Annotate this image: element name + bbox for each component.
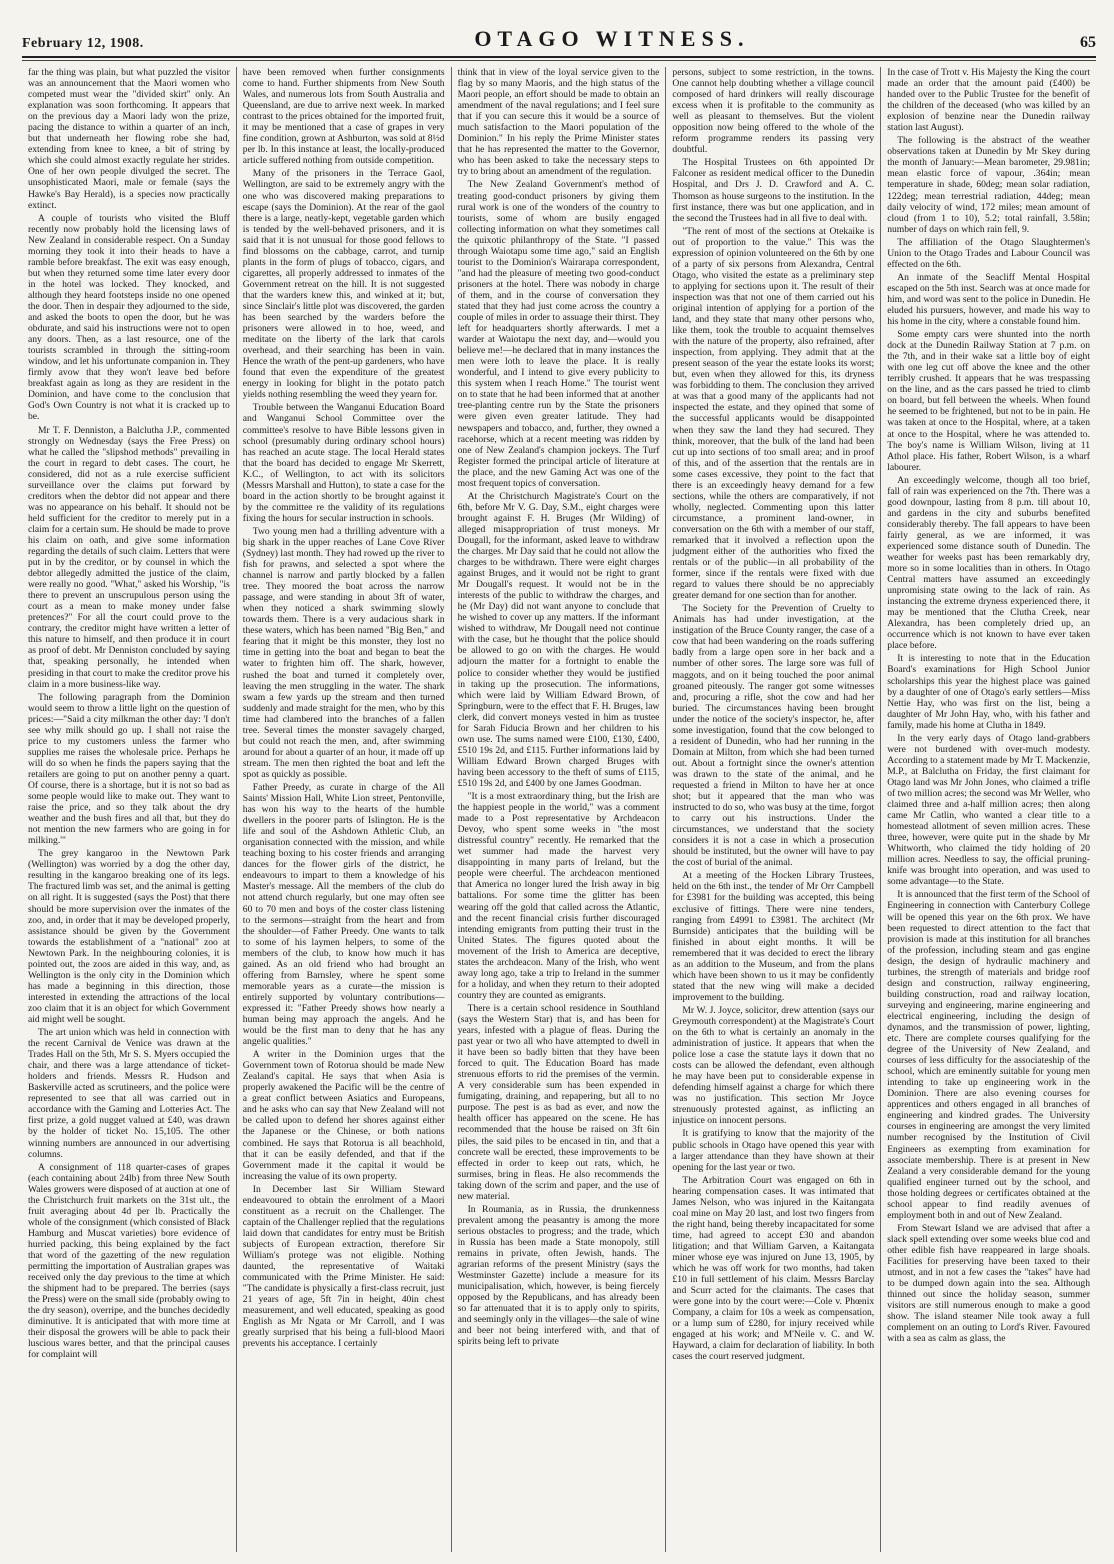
newspaper-title: OTAGO WITNESS.	[474, 26, 750, 51]
article-paragraph: Many of the prisoners in the Terrace Gaol, Wellington, are said to be extremely angry with the one who was discovered making preparations to escape (says the Dominion). At the rear of the gaol there is a large, neatly-kept, vegetable garden which is tended by the well-behaved prisoners, and it is said that it is not unusual for those good fellows to find blossoms on the cabbage, carrot, and turnip plants in the form of plugs of tobacco, cigars, and cigarettes, all properly addressed to inmates of the Government retreat on the hill. It is not suggested that the warders knew this, and winked at it; but, since Sinclair's little plot was discovered, the garden has been searched by the warders before the prisoners were allowed in to hoe, weed, and meditate on the liberty of the lark that carols overhead, and their searching has been in vain. Hence the wrath of the pent-up gardeners, who have found that even the expenditure of the greatest energy in looking for blight in the potato patch yields nothing resembling the weed they yearn for.	[242, 168, 445, 401]
article-paragraph: Some empty cars were shunted into the north dock at the Dunedin Railway Station at 7 p.m. on the 7th, and in their wake sat a little boy of eight with one leg cut off above the knee and the other terribly crushed. It appears that he was trespassing on the line, and as the cars passed he tried to climb on board, but fell between the wheels. When found he seemed to be frightened, but not to be in pain. He was taken at once to the Hospital, where, at a taken at once to the Hospital, where he was attended to. The boy's name is William Wilson, living at 11 Athol place. His father, Robert Wilson, is a wharf labourer.	[887, 329, 1090, 473]
column-2	[237, 67, 452, 1552]
column-5	[881, 67, 1096, 1552]
article-paragraph: Mr T. F. Denniston, a Balclutha J.P., commented strongly on Wednesday (says the Free Press) on what he called the "slipshod methods" prevailing in the court in regard to debt cases. The court, he considered, did not as a rule exercise sufficient surveillance over the claims put forward by creditors when the debtor did not appear and there was no appearance on his behalf. It should not be held sufficient for the creditor to merely put in a claim for a certain sum. He should be made to prove his claim on oath, and give some information regarding the details of such claim. Letters that were put in by the creditor, or by counsel in which the debtor allegedly admitted the justice of the claim, were really no good. "What," asked his Worship, "is there to prevent an unscrupulous person using the court as a mean to make money under false pretences?" For all the court could prove to the contrary, the creditor might have written a letter of this nature to himself, and then produce it in court as proof of debt. Mr Denniston concluded by saying that, speaking personally, he intended when presiding in that court to make the creditor prove his claim in a more business-like way.	[28, 424, 230, 690]
article-paragraph: persons, subject to some restriction, in the towns. One cannot help doubting whether a village council composed of hard drinkers will really discourage excess when it is profitable to the community as well as pleasant to themselves. But the violent opposition now being offered to the whole of the reform programme renders its passing very doubtful.	[672, 67, 875, 156]
issue-date: February 12, 1908.	[22, 36, 144, 51]
article-paragraph: It is interesting to note that in the Education Board's examinations for High School Junior scholarships this year the highest place was gained by a daughter of one of Otago's early settlers—Miss Nettie Hay, who was first on the list, being a daughter of Mr John Hay, who, with his father and family, made his home at Clutha in 1849.	[887, 653, 1090, 731]
article-paragraph: It is announced that the first term of the School of Engineering in connection with Canterbury College will be opened this year on the 6th prox. We have been requested to direct attention to the fact that provision is made at this institution for all branches of the profession, including steam and gas engine design, the design of hydraulic machinery and turbines, the strength of materials and bridge roof design and construction, railway engineering, building construction, road and railway location, surveying and engineering, marine engineering and electrical engineering, including the design of dynamos, and the transmission of power, lighting, etc. There are complete courses qualifying for the degree of the University of New Zealand, and courses of less difficulty for the associateship of the school, which are eminently suitable for young men intending to take up engineering work in the Dominion. There are also evening courses for apprentices and others engaged in all branches of engineering and kindred grades. The University courses in engineering are amongst the very limited number recognised by the Institution of Civil Engineers as exempting from examination for associate membership. There is at present in New Zealand a very considerable demand for the young qualified engineer turned out by the school, and those holding degrees or certificates obtained at the school appear to find readily avenues of employment both in and out of New Zealand.	[887, 889, 1090, 1221]
masthead-rule	[22, 60, 1096, 61]
article-paragraph: In the case of Trott v. His Majesty the King the court made an order that the amount paid (£400) be handed over to the Public Trustee for the benefit of the children of the deceased (who was killed by an explosion of benzine near the Dunedin railway station last August).	[887, 67, 1090, 134]
article-paragraph: In the very early days of Otago land-grabbers were not burdened with over-much modesty. According to a statement made by Mr T. Mackenzie, M.P., at Balclutha on Friday, the first claimant for Otago land was Mr John Jones, who claimed a trifle of two million acres; the second was Mr Weller, who claimed three and a-half million acres; then along came Mr Catlin, who wanted a clear title to a homestead allotment of seven million acres. These three, however, were quite put in the shade by Mr Whitworth, who claimed the tidy holding of 20 million acres. Needless to say, the official pruning-knife was brought into operation, and was used to some advantage—to the State.	[887, 732, 1090, 888]
article-paragraph: A writer in the Dominion urges that the Government town of Rotorua should be made New Zealand's capital. He says that when Asia is properly awakened the Pacific will be the centre of a great conflict between Asiatics and Europeans, and he asks who can say that New Zealand will not be called upon to defend her shores against either the Japanese or the Chinese, or both nations combined. He says that Rotorua is all beachhold, that it can be easily defended, and that if the Government made it the capital it would be increasing the value of its own property.	[242, 1049, 445, 1182]
article-paragraph: Mr W. J. Joyce, solicitor, drew attention (says our Greymouth correspondent) at the Magistrate's Court on the 6th to what is certainly an anomaly in the administration of justice. It appears that when the police lose a case the statute lays it down that no costs can be allowed the defendant, even although he may have been put to considerable expense in defending himself against a charge for which there was no justification. This section Mr Joyce strenuously protested against, as inflicting an injustice on innocent persons.	[672, 1004, 875, 1127]
article-paragraph: At the Christchurch Magistrate's Court on the 6th, before Mr V. G. Day, S.M., eight charges were brought against F. H. Bruges (Mr Wilding) of alleged misappropriation of trust moneys. Mr Dougall, for the informant, asked leave to withdraw the charges. Mr Day said that he could not allow the charges to be withdrawn. There were eight charges against Bruges, and it would not be right to grant Mr Dougall's request. It would not be in the interests of the public to withdraw the charges, and he (Mr Day) did not want anyone to conclude that he wished to cover up any matters. If the informant wished to withdraw, Mr Dougall need not continue with the case, but he thought that the police should be allowed to go on with the charges. He would adjourn the matter for a fortnight to enable the police to consider whether they would be justified in taking up the prosecution. The informations, which were laid by William Edward Brown, of Springburn, were to the effect that F. H. Bruges, law clerk, did convert moneys vested in him as trustee for Sarah Fiducia Brown and her children to his own use. The sums named were £100, £130, £400, £510 19s 2d, and £115. Further informations laid by William Edward Brown charged Bruges with having been accessory to the theft of sums of £115, £510 19s 2d, and £400 by one James Goodman.	[457, 490, 660, 789]
article-paragraph: The Hospital Trustees on 6th appointed Dr Falconer as resident medical officer to the Dunedin Hospital, and Drs J. D. Crawford and A. C. Thomson as house surgeons to the institution. In the first instance, there was but one application, and in the second the Trustees had in all five to deal with.	[672, 157, 875, 224]
article-paragraph: The grey kangaroo in the Newtown Park (Wellington) was worried by a dog the other day, resulting in the kangaroo breaking one of its legs. The fractured limb was set, and the animal is getting on all right. It is suggested (says the Post) that there should be more supervision over the inmates of the zoo, and, in order that it may be developed properly, assistance should be given by the Government towards the establishment of a "national" zoo at Newtown Park. In the neighbouring colonies, it is pointed out, the zoos are aided in this way, and, as Wellington is the only city in the Dominion which has made a beginning in this direction, those interested in extending the attractions of the local zoo claim that it is an object for which Government aid might well be sought.	[28, 848, 230, 1025]
article-paragraph: Father Preedy, as curate in charge of the All Saints' Mission Hall, White Lion street, Pentonville, has won his way to the hearts of the humble dwellers in the poorer parts of Islington. He is the life and soul of the Ashdown Athletic Club, an organisation connected with the mission, and while teaching boxing to his coster friends and arranging dances for the flower girls of the district, he endeavours to impart to them a knowledge of his Master's message. All the members of the club do not attend church regularly, but one may often see 60 to 70 men and boys of the coster class listening to the sermons—straight from the heart and from the shoulder—of Father Preedy. One wants to talk to some of his laymen helpers, to some of the members of the club, to know how much it has gained. As an old friend who had brought an offering from Barnsley, where he spent some memorable years as a curate—the mission is entirely supported by voluntary contributions—expressed it: "Father Preedy shows how nearly a human being may approach the angels. And he would be the first man to deny that he has any angelic qualities."	[242, 782, 445, 1048]
article-paragraph: A consignment of 118 quarter-cases of grapes (each containing about 24lb) from three New South Wales growers were disposed of at auction at one of the Christchurch fruit markets on the 31st ult., the fruit averaging about 4d per lb. Practically the whole of the consignment (which consisted of Black Hamburg and Muscat varieties) bore evidence of hurried packing, this being explained by the fact that word of the gazetting of the new regulation permitting the importation of Australian grapes was received only the day previous to the time at which the shipment had to be prepared. The berries (says the Press) were on the small side (probably owing to the dry season), overripe, and the bunches decidedly diminutive. It is anticipated that with more time at their disposal the growers will be able to pack their luscious wares better, and that the principal causes for complaint will	[28, 1161, 230, 1361]
article-paragraph: think that in view of the loyal service given to the flag by so many Maoris, and the high status of the Maori people, an effort should be made to obtain an amendment of the naval regulations; and I feel sure that if you can secure this it would be a source of much satisfaction to the Maori population of the Dominion." In his reply the Prime Minister states that he has represented the matter to the Governor, who has been asked to take the necessary steps to try to bring about an amendment of the regulation.	[457, 67, 660, 178]
article-columns	[22, 67, 1096, 1552]
article-paragraph: An exceedingly welcome, though all too brief, fall of rain was experienced on the 7th. There was a good downpour, lasting from 8 p.m. till about 10, and gardens in the city and suburbs benefited considerably thereby. The fall appears to have been fairly general, as we are informed, it was experienced some distance south of Dunedin. The weather for weeks past has been remarkably dry, more so in some localities than in others. In Otago Central matters have assumed an exceedingly unpromising state owing to the lack of rain. As instancing the extreme dryness experienced there, it may be mentioned that the Clutha Creek, near Alexandra, has been completely dried up, an occurrence which is not known to have ever taken place before.	[887, 474, 1090, 652]
article-paragraph: "The rent of most of the sections at Otekaike is out of proportion to the value." This was the expression of opinion volunteered on the 6th by one of a party of six persons from Alexandra, Central Otago, who visited the estate as a preliminary step to applying for sections upon it. The result of their inspection was that not one of them carried out his original intention of applying for a portion of the land, and they state that many other persons who, like them, took the trouble to acquaint themselves with the nature of the property, also refrained, after inspection, from applying. They admit that at the present season of the year the estate looks its worst; but, even when they allowed for this, its dryness was forbidding to them. The conclusion they arrived at was that a good many of the applicants had not inspected the estate, and they opined that some of the successful applicants would be disappointed when they saw the land they had secured. They think, moreover, that the bulk of the land had been cut up into sections of too small area; and in proof of this, and of the assertion that the rentals are in some cases excessive, they point to the fact that there is an exceedingly heavy demand for a few sections, while the others are comparatively, if not wholly, neglected. Commenting upon this latter circumstance, a prominent land-owner, in conversation on the 6th with a member of our staff, remarked that it involved a reflection upon the judgment either of the authorities who fixed the rentals or of the public—in all probability of the former, since if the rentals were fixed with due regard to values there should be no appreciably greater demand for one section than for another.	[672, 225, 875, 602]
page-number: 65	[1080, 34, 1096, 51]
article-paragraph: "It is a most extraordinary thing, but the Irish are the happiest people in the world," was a comment made to a Post representative by Archdeacon Devoy, who spent some weeks in "the most distressful country" recently. He remarked that the wet summer had made the harvest very disappointing in many parts of Ireland, but the people were cheerful. The archdeacon mentioned that America no longer lured the Irish away in big battalions. For some time the glitter has been wearing off the gold that called across the Atlantic, and the recent financial crisis further discouraged intending emigrants from putting their trust in the United States. The figures quoted about the movement of the Irish to America are deceptive, states the archdeacon. Many of the Irish, who went away long ago, take a trip to Ireland in the summer for a holiday, and when they return to their adopted country they are counted as emigrants.	[457, 791, 660, 1001]
article-paragraph: It is gratifying to know that the majority of the public schools in Otago have opened this year with a larger attendance than they have shown at their opening for the last year or two.	[672, 1128, 875, 1173]
article-paragraph: The Society for the Prevention of Cruelty to Animals has had under investigation, at the instigation of the Bruce County ranger, the case of a cow that had been wandering on the roads suffering badly from a large open sore in her back and a number of other sores. The large sore was full of maggots, and on it being touched the poor animal groaned piteously. The ranger got some witnesses and, procuring a rifle, shot the cow and had her buried. The circumstances having been brought under the notice of the society's inspector, he, after some investigation, found that the cow belonged to a resident of Dunedin, who had her running in the Domain at Milton, from which she had been turned out. About a fortnight since the owner's attention was drawn to the state of the animal, and he requested a friend in Milton to have her at once shot; but it appeared that the man who was instructed to do so, who was busy at the time, forgot to carry out his instructions. Under the circumstances, we understand that the society considers it is not a case in which a prosecution should be instituted, but the owner will have to pay the cost of burial of the animal.	[672, 603, 875, 869]
article-paragraph: The affiliation of the Otago Slaughtermen's Union to the Otago Trades and Labour Council was effected on the 6th.	[887, 236, 1090, 270]
article-paragraph: A couple of tourists who visited the Bluff recently now probably hold the licensing laws of New Zealand in considerable respect. On a Sunday morning they took it into their heads to have a ramble before breakfast. The exit was easy enough, but when they returned some time later every door in the hotel was locked. They knocked, and although they heard footsteps inside no one opened the door. Then in despair they adjourned to the side, and asked the boots to open the door, but he was obdurate, and said his instructions were not to open any doors. Then, as a last resource, one of the tourists scrambled in through the sitting-room window, and let his unfortunate companion in. They firmly avow that they won't leave bed before breakfast again as long as they are resident in the Dominion, and have come to the conclusion that God's Own Country is not what it is cracked up to be.	[28, 212, 230, 423]
article-paragraph: In Roumania, as in Russia, the drunkenness prevalent among the peasantry is among the more serious obstacles to progress; and the trade, which in Russia has been made a State monopoly, still remains in private, often Jewish, hands. The agrarian reforms of the present Ministry (says the Westminster Gazette) include a measure for its municipalisation, which, however, is being fiercely opposed by the Republicans, and has already been so far attenuated that it is to apply only to spirits, and seemingly only in the villages—the sale of wine and beer not being interfered with, and that of spirits being left to private	[457, 1203, 660, 1348]
article-paragraph: Trouble between the Wanganui Education Board and Wanganui School Committee over the committee's resolve to have Bible lessons given in school (presumably during ordinary school hours) has reached an acute stage. The local Herald states that the board has decided to engage Mr Skerrett, K.C., of Wellington, to act with its solicitors (Messrs Marshall and Hutton), to state a case for the board in the action shortly to be brought against it by the committee re the validity of its regulations fixing the hours for secular instruction in schools.	[242, 402, 445, 524]
article-paragraph: At a meeting of the Hocken Library Trustees, held on the 6th inst., the tender of Mr Orr Campbell for £3981 for the building was accepted, this being exclusive of fittings. There were nine tenders, ranging from £4991 to £3981. The architect (Mr Burnside) anticipates that the building will be finished in about eight months. It will be remembered that it was decided to erect the library as an addition to the Museum, and from the plans which have been shown to us it may be confidently stated that the new wing will make a decided improvement to the building.	[672, 870, 875, 1003]
article-paragraph: The Arbitration Court was engaged on 6th in hearing compensation cases. It was intimated that James Nelson, who was injured in the Kaitangata coal mine on May 20 last, and lost two fingers from the right hand, being thereby incapacitated for some time, had agreed to accept £30 and abandon litigation; and that William Garven, a Kaitangata miner whose eye was injured on June 13, 1905, by which he was off work for two months, had taken £10 in full settlement of his claim. Messrs Barclay and Scurr acted for the claimants. The cases that were gone into by the court were:—Cole v. Phœnix Company, a claim for 10s a week as compensation, or a lump sum of £280, for injury received while engaged at his work; and M'Neile v. C. and W. Hayward, a claim for declaration of liability. In both cases the court reserved judgment.	[672, 1174, 875, 1363]
article-paragraph: There is a certain school residence in Southland (says the Western Star) that is, and has been for years, infested with a plague of fleas. During the past year or two all who have attempted to dwell in it have been so badly bitten that they have been forced to quit. The Education Board has made strenuous efforts to rid the premises of the vermin. A very considerable sum has been expended in fumigating, draining, and repapering, but all to no purpose. The pest is as bad as ever, and now the health officer has appeared on the scene. He has recommended that the house be raised on 3ft 6in piles, the said piles to be encased in tin, and that a concrete wall be erected, these improvements to be effected in order to keep out rats, which, he surmises, bring in fleas. He also recommends the taking down of the scrim and paper, and the use of new material.	[457, 1002, 660, 1202]
article-paragraph: In December last Sir William Steward endeavoured to obtain the enrolment of a Maori constituent as a recruit on the Challenger. The captain of the Challenger replied that the regulations laid down that candidates for entry must be British subjects of European extraction, therefore Sir William's protege was not eligible. Nothing daunted, the representative of Waitaki communicated with the Prime Minister. He said: "The candidate is physically a first-class recruit, just 21 years of age, 5ft 7in in height, 40in chest measurement, and well educated, speaking as good English as Mr Ngata or Mr Carroll, and I was greatly surprised that his being a full-blood Maori prevents his acceptance. I certainly	[242, 1183, 445, 1350]
column-1	[22, 67, 237, 1552]
article-paragraph: Two young men had a thrilling adventure with a big shark in the upper reaches of Lane Cove River (Sydney) last month. They had rowed up the river to fish for prawns, and selected a spot where the channel is narrow and partly blocked by a fallen tree. They moored the boat across the narrow passage, and were standing in about 3ft of water, when they noticed a shark swimming slowly towards them. There is a very audacious shark in these waters, which has been named "Big Ben," and fearing that it might be this monster, they lost no time in getting into the boat and began to beat the water to frighten him off. The shark, however, rushed the boat and turned it completely over, leaving the men struggling in the water. The shark swam a few yards up the stream and then turned suddenly and made straight for the men, who by this time had clambered into the branches of a fallen tree. Several times the monster savagely charged, but could not reach the men, and, after swimming around for about a quarter of an hour, it made off up stream. The men then righted the boat and left the spot as quickly as possible.	[242, 525, 445, 780]
article-paragraph: The following is the abstract of the weather observations taken at Dunedin by Mr Skey during the month of January:—Mean barometer, 29.981in; mean elastic force of vapour, .364in; mean temperature in shade, 60deg; mean solar radiation, 122deg; mean terrestrial radiation, 44deg; mean daily velocity of wind, 172 miles; mean amount of cloud (from 1 to 10), 5.2; total rainfall, 3.58in; number of days on which rain fell, 9.	[887, 135, 1090, 235]
article-paragraph: The New Zealand Government's method of treating good-conduct prisoners by giving them rural work is one of the wonders of the country to tourists, some of whom are busily engaged collecting information on what they sometimes call the quixotic philanthropy of the State. "I passed through Waiotapu some time ago," said an English tourist to the Dominion's Wairarapa correspondent, "and had the pleasure of meeting two good-conduct prisoners at the hotel. There was nobody in charge of them, and in the course of conversation they stated that they had just come across the country a couple of miles in order to assuage their thirst. They left for headquarters shortly afterwards. I met a warder at Waiotapu the next day, and—would you believe me!—he declared that in many instances the men were loth to leave the place. It is really wonderful, and I intend to give every publicity to this system when I reach Home." The tourist went on to state that he had been informed that at another tree-planting centre run by the State the prisoners were given even greater latitude. They had newspapers and tobacco, and, further, they owned a racehorse, which at a recent meeting was ridden by one of New Zealand's champion jockeys. The Turf Register formed the principal article of literature at the place, and the new Gaming Act was one of the most frequent topics of conversation.	[457, 179, 660, 489]
article-paragraph: have been removed when further consignments come to hand. Further shipments from New South Wales, and numerous lots from South Australia and Queensland, are due to arrive next week. In marked contrast to the prices obtained for the imported fruit, it may be mentioned that a case of grapes in very fine condition, grown at Ashburton, was sold at 8½d per lb. In this instance at least, the locally-produced article suffered nothing from outside competition.	[242, 67, 445, 167]
article-paragraph: An inmate of the Seacliff Mental Hospital escaped on the 5th inst. Search was at once made for him, and word was sent to the police in Dunedin. He eluded his pursuers, however, and made his way to his home in the city, where a constable found him.	[887, 271, 1090, 328]
masthead	[22, 22, 1096, 58]
article-paragraph: From Stewart Island we are advised that after a slack spell extending over some weeks blue cod and other edible fish have reappeared in large shoals. Facilities for preserving have been taxed to their utmost, and in not a few cases the "takes" have had to be dumped down again into the sea. Although thinned out since the holiday season, summer visitors are still numerous enough to make a good show. The island steamer Nile took away a full complement on an outing to Lord's River. Favoured with a sea as calm as glass, the	[887, 1222, 1090, 1345]
article-paragraph: The art union which was held in connection with the recent Carnival de Venice was drawn at the Trades Hall on the 5th, Mr S. S. Myers occupied the chair, and there was a large attendance of ticket-holders and friends. Messrs R. Hudson and Baskerville acted as scrutineers, and the police were represented to see that all was carried out in accordance with the Gaming and Lotteries Act. The first prize, a gold nugget valued at £40, was drawn by the holder of ticket No. 15,105. The other winning numbers are announced in our advertising columns.	[28, 1027, 230, 1160]
article-paragraph: far the thing was plain, but what puzzled the visitor was an announcement that the Maori women who competed must wear the "divided skirt" only. An explanation was soon forthcoming. It appears that on the previous day a Maori lady won the prize, pacing the distance to within a quarter of an inch, but that underneath her flowing robe she had, extending from knee to knee, a bit of string by which she could almost exactly regulate her strides. One of her own people divulged the secret. The unsophisticated Maori, male or female (says the Hawke's Bay Herald), is a species now practically extinct.	[28, 67, 230, 211]
column-4	[666, 67, 881, 1552]
column-3	[452, 67, 667, 1552]
article-paragraph: The following paragraph from the Dominion would seem to throw a little light on the question of prices:—"Said a city milkman the other day: 'I don't see why milk should go up. I shall not raise the price to my customers unless the farmer who supplies me raises the wholesale price. Perhaps he will do so when he finds the papers saying that the retailers are going to put on another penny a quart. Of course, there is a shortage, but it is not so bad as some people would like to make out. They want to raise the price, and so they talk about the dry weather and the bush fires and all that, but they do not mention the new farmers who are going in for milking.'"	[28, 691, 230, 847]
